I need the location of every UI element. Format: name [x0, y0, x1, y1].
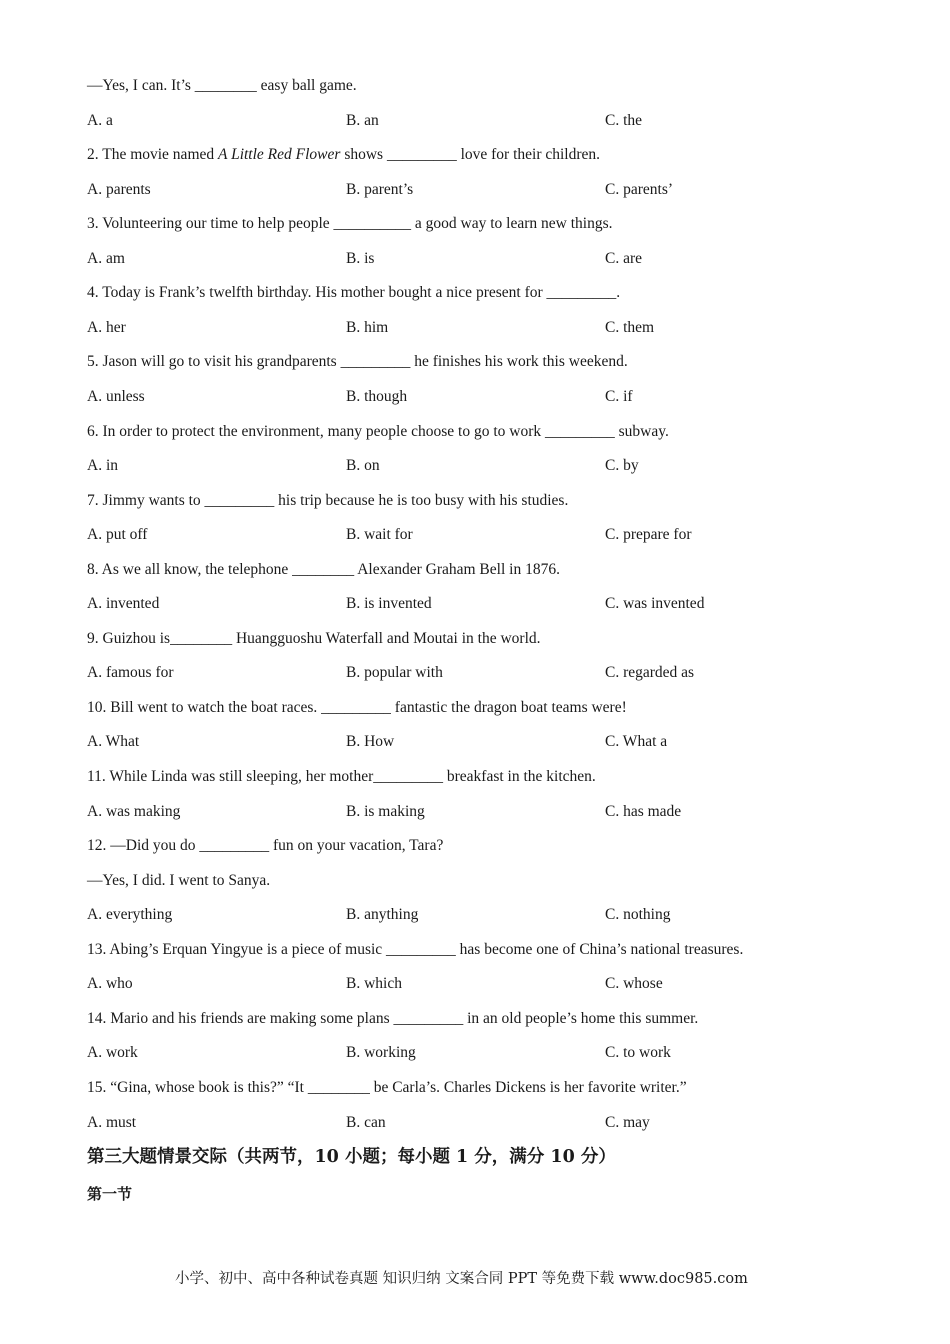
question-9-options	[87, 662, 887, 684]
question-2-stem: 2. The movie named A Little Red Flower shows _________ love for their children.	[87, 146, 601, 163]
question-1-reply: —Yes, I can. It’s ________ easy ball game.	[87, 77, 357, 94]
question-7-options	[87, 524, 887, 546]
option-b: B. anything	[346, 906, 419, 923]
question-13-stem: 13. Abing’s Erquan Yingyue is a piece of music _________ has become one of China’s national treasures.	[87, 941, 744, 958]
option-c: C. to work	[605, 1044, 671, 1061]
question-7-stem: 7. Jimmy wants to _________ his trip because he is too busy with his studies.	[87, 492, 569, 509]
option-c: C. has made	[605, 803, 682, 820]
option-b: B. is	[346, 250, 375, 267]
option-b: B. How	[346, 733, 395, 750]
question-12-reply: —Yes, I did. I went to Sanya.	[87, 872, 271, 889]
option-a: A. in	[87, 457, 118, 474]
option-c: C. prepare for	[605, 526, 692, 543]
question-9-stem: 9. Guizhou is________ Huangguoshu Waterfall and Moutai in the world.	[87, 630, 541, 647]
option-c: C. the	[605, 112, 643, 129]
option-c: C. may	[605, 1114, 650, 1131]
option-c: C. by	[605, 457, 639, 474]
option-c: C. was invented	[605, 595, 705, 612]
question-1-options	[87, 110, 887, 132]
question-8-stem: 8. As we all know, the telephone ________ Alexander Graham Bell in 1876.	[87, 561, 560, 578]
question-11-stem: 11. While Linda was still sleeping, her mother_________ breakfast in the kitchen.	[87, 768, 596, 785]
question-4-options	[87, 317, 887, 339]
option-b: B. wait for	[346, 526, 413, 543]
option-b: B. though	[346, 388, 408, 405]
option-b: B. on	[346, 457, 380, 474]
question-6-options	[87, 455, 887, 477]
option-c: C. are	[605, 250, 643, 267]
question-11-options	[87, 801, 887, 823]
option-c: C. regarded as	[605, 664, 695, 681]
page-footer: 小学、初中、高中各种试卷真题 知识归纳 文案合同 PPT 等免费下载 www.doc985.com	[175, 1271, 748, 1287]
option-a: A. everything	[87, 906, 173, 923]
movie-title: A Little Red Flower	[218, 146, 341, 163]
question-14-options	[87, 1042, 887, 1064]
question-10-options	[87, 731, 887, 753]
option-a: A. a	[87, 112, 113, 129]
option-b: B. popular with	[346, 664, 443, 681]
option-b: B. working	[346, 1044, 416, 1061]
option-a: A. was making	[87, 803, 181, 820]
option-a: A. famous for	[87, 664, 174, 681]
option-b: B. can	[346, 1114, 386, 1131]
option-a: A. put off	[87, 526, 148, 543]
option-a: A. invented	[87, 595, 160, 612]
option-c: C. if	[605, 388, 633, 405]
question-6-stem: 6. In order to protect the environment, many people choose to go to work _________ subway.	[87, 423, 669, 440]
question-2-options	[87, 179, 887, 201]
option-a: A. What	[87, 733, 140, 750]
option-c: C. nothing	[605, 906, 671, 923]
option-a: A. must	[87, 1114, 137, 1131]
subsection-heading: 第一节	[87, 1185, 133, 1203]
option-c: C. What a	[605, 733, 668, 750]
question-5-options	[87, 386, 887, 408]
option-a: A. who	[87, 975, 133, 992]
option-a: A. work	[87, 1044, 138, 1061]
option-a: A. unless	[87, 388, 145, 405]
option-b: B. is making	[346, 803, 425, 820]
question-12-options	[87, 904, 887, 926]
question-15-stem: 15. “Gina, whose book is this?” “It ________ be Carla’s. Charles Dickens is her favorite writer.”	[87, 1079, 687, 1096]
option-b: B. which	[346, 975, 402, 992]
option-b: B. him	[346, 319, 389, 336]
option-b: B. parent’s	[346, 181, 414, 198]
question-3-stem: 3. Volunteering our time to help people __________ a good way to learn new things.	[87, 215, 613, 232]
section-heading: 第三大题情景交际（共两节，10 小题；每小题 1 分，满分 10 分）	[87, 1147, 616, 1167]
option-c: C. them	[605, 319, 655, 336]
question-12-stem: 12. —Did you do _________ fun on your vacation, Tara?	[87, 837, 444, 854]
question-15-options	[87, 1112, 887, 1134]
question-13-options	[87, 973, 887, 995]
option-b: B. an	[346, 112, 379, 129]
question-14-stem: 14. Mario and his friends are making some plans _________ in an old people’s home this summer.	[87, 1010, 699, 1027]
question-4-stem: 4. Today is Frank’s twelfth birthday. His mother bought a nice present for _________.	[87, 284, 621, 301]
question-8-options	[87, 593, 887, 615]
option-a: A. her	[87, 319, 126, 336]
option-a: A. parents	[87, 181, 151, 198]
option-a: A. am	[87, 250, 125, 267]
question-5-stem: 5. Jason will go to visit his grandparents _________ he finishes his work this weekend.	[87, 353, 628, 370]
question-10-stem: 10. Bill went to watch the boat races. _________ fantastic the dragon boat teams were!	[87, 699, 627, 716]
option-c: C. whose	[605, 975, 663, 992]
option-c: C. parents’	[605, 181, 674, 198]
option-b: B. is invented	[346, 595, 432, 612]
question-3-options	[87, 248, 887, 270]
